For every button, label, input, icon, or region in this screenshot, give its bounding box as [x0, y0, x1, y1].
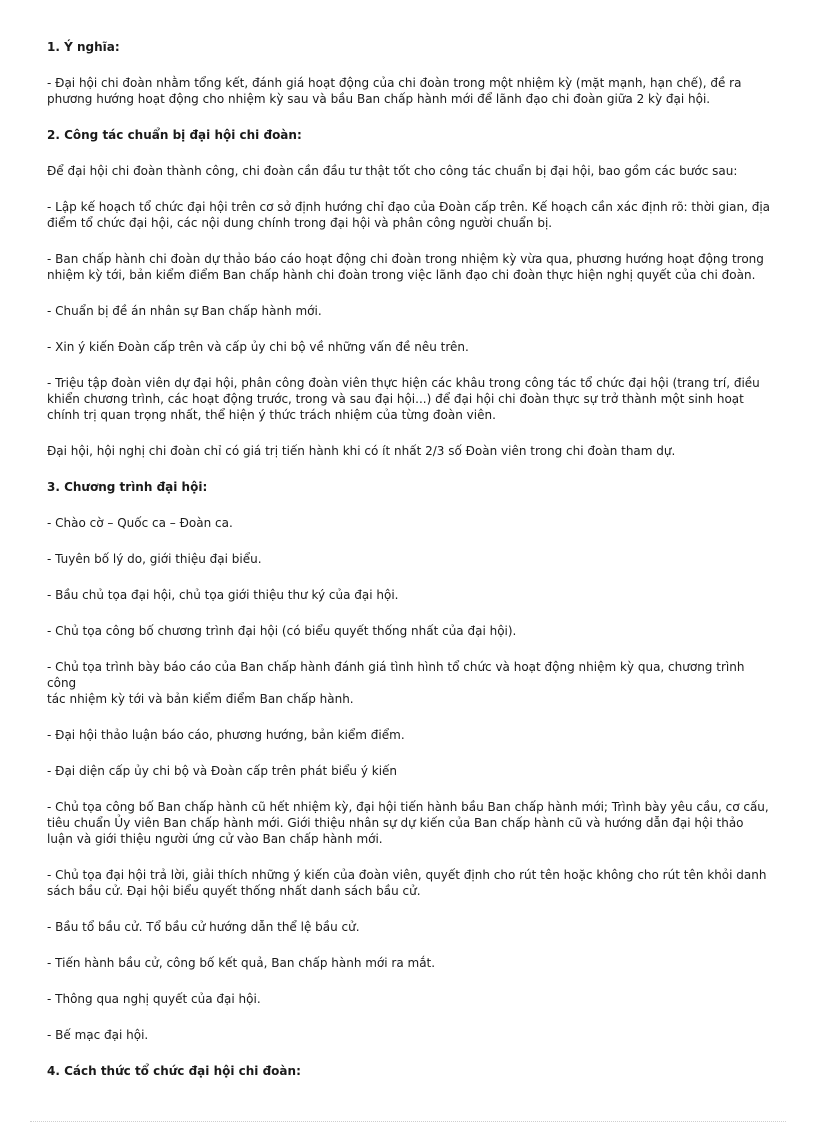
paragraph: Để đại hội chi đoàn thành công, chi đoàn cần đầu tư thật tốt cho công tác chuẩn bị đại hội, bao gồm các bước sau:	[47, 164, 738, 178]
paragraph: - Bế mạc đại hội.	[47, 1028, 149, 1042]
paragraph: - Chủ tọa trình bày báo cáo của Ban chấp hành đánh giá tình hình tổ chức và hoạt động nhiệm kỳ qua, chương trình công tác nhiệm kỳ tới và bản kiểm điểm Ban chấp hành.	[47, 660, 745, 706]
paragraph: - Ban chấp hành chi đoàn dự thảo báo cáo hoạt động chi đoàn trong nhiệm kỳ vừa qua, phương hướng hoạt động trong nhiệm kỳ tới, bản kiểm điểm Ban chấp hành chi đoàn trong việc lãnh đạo chi đoàn thực hiện nghị quyết của chi đoàn.	[47, 252, 764, 282]
paragraph: - Lập kế hoạch tổ chức đại hội trên cơ sở định hướng chỉ đạo của Đoàn cấp trên. Kế hoạch cần xác định rõ: thời gian, địa điểm tổ chức đại hội, các nội dung chính trong đại hội và phân công người chuẩn bị.	[47, 200, 771, 230]
paragraph: - Chủ tọa đại hội trả lời, giải thích những ý kiến của đoàn viên, quyết định cho rút tên hoặc không cho rút tên khỏi danh sách bầu cử. Đại hội biểu quyết thống nhất danh sách bầu cử.	[47, 868, 767, 898]
section-heading-2: 2. Công tác chuẩn bị đại hội chi đoàn:	[47, 128, 302, 142]
page-bottom-divider	[30, 1121, 786, 1122]
document-body	[47, 36, 772, 1079]
paragraph: - Bầu chủ tọa đại hội, chủ tọa giới thiệu thư ký của đại hội.	[47, 588, 399, 602]
paragraph: - Chào cờ – Quốc ca – Đoàn ca.	[47, 516, 233, 530]
section-heading-1: 1. Ý nghĩa:	[47, 40, 120, 54]
paragraph: - Chủ tọa công bố Ban chấp hành cũ hết nhiệm kỳ, đại hội tiến hành bầu Ban chấp hành mới; Trình bày yêu cầu, cơ cấu, tiêu chuẩn Ủy viên Ban chấp hành mới. Giới thiệu nhân sự dự kiến của Ban chấp hành cũ và hướng dẫn đại hội thảo luận và giới thiệu người ứng cử vào Ban chấp hành mới.	[47, 800, 769, 846]
paragraph: - Đại hội thảo luận báo cáo, phương hướng, bản kiểm điểm.	[47, 728, 405, 742]
paragraph: - Chuẩn bị đề án nhân sự Ban chấp hành mới.	[47, 304, 322, 318]
paragraph: - Bầu tổ bầu cử. Tổ bầu cử hướng dẫn thể lệ bầu cử.	[47, 920, 360, 934]
paragraph: - Tiến hành bầu cử, công bố kết quả, Ban chấp hành mới ra mắt.	[47, 956, 436, 970]
paragraph: - Đại hội chi đoàn nhằm tổng kết, đánh giá hoạt động của chi đoàn trong một nhiệm kỳ (mặt mạnh, hạn chế), đề ra phương hướng hoạt động cho nhiệm kỳ sau và bầu Ban chấp hành mới để lãnh đạo chi đoàn giữa 2 kỳ đại hội.	[47, 76, 742, 106]
paragraph: Đại hội, hội nghị chi đoàn chỉ có giá trị tiến hành khi có ít nhất 2/3 số Đoàn viên trong chi đoàn tham dự.	[47, 444, 676, 458]
section-heading-3: 3. Chương trình đại hội:	[47, 480, 208, 494]
paragraph: - Đại diện cấp ủy chi bộ và Đoàn cấp trên phát biểu ý kiến	[47, 764, 398, 778]
paragraph: - Thông qua nghị quyết của đại hội.	[47, 992, 261, 1006]
paragraph: - Chủ tọa công bố chương trình đại hội (có biểu quyết thống nhất của đại hội).	[47, 624, 517, 638]
section-heading-4: 4. Cách thức tổ chức đại hội chi đoàn:	[47, 1064, 301, 1078]
paragraph: - Tuyên bố lý do, giới thiệu đại biểu.	[47, 552, 262, 566]
paragraph: - Triệu tập đoàn viên dự đại hội, phân công đoàn viên thực hiện các khâu trong công tác tổ chức đại hội (trang trí, điều khiển chương trình, các hoạt động trước, trong và sau đại hội...) để đại hội chi đoàn thực sự trở thành một sinh hoạt chính trị quan trọng nhất, thể hiện ý thức trách nhiệm của từng đoàn viên.	[47, 376, 760, 422]
paragraph: - Xin ý kiến Đoàn cấp trên và cấp ủy chi bộ về những vấn đề nêu trên.	[47, 340, 469, 354]
